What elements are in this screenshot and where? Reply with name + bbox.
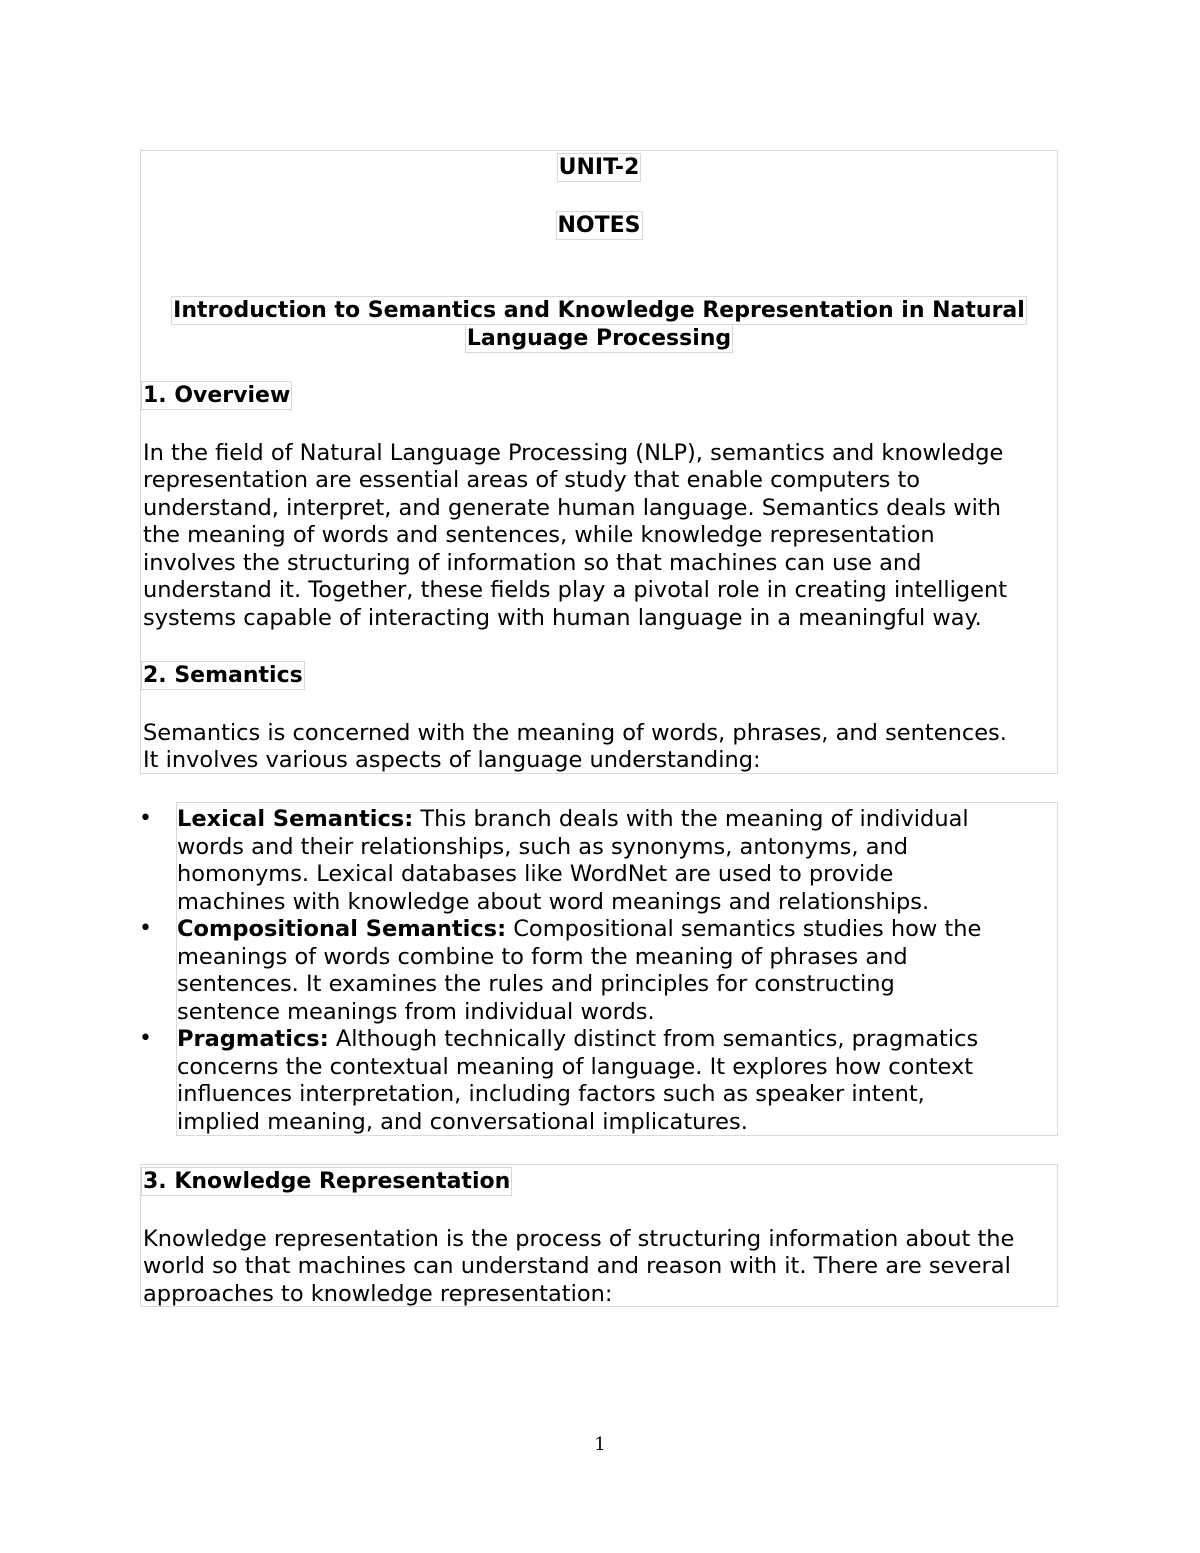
overview-line: the meaning of words and sentences, while knowledge representation xyxy=(143,522,935,548)
knowledge-line: Knowledge representation is the process of structuring information about the xyxy=(143,1225,1015,1252)
bullet-text: implied meaning, and conversational implicatures. xyxy=(177,1108,748,1135)
overview-line: representation are essential areas of study that enable computers to xyxy=(143,467,921,493)
knowledge-line: world so that machines can understand and reason with it. There are several xyxy=(143,1253,1011,1279)
bullet-text: meanings of words combine to form the meaning of phrases and xyxy=(177,943,908,970)
knowledge-line: approaches to knowledge representation: xyxy=(143,1280,613,1307)
content-block-main xyxy=(140,150,1058,774)
overview-line: involves the structuring of information so that machines can use and xyxy=(143,549,922,576)
overview-line: In the field of Natural Language Processing (NLP), semantics and knowledge xyxy=(143,439,1004,466)
bullet-text: Although technically distinct from semantics, pragmatics xyxy=(328,1026,979,1052)
bullet-text: Compositional semantics studies how the xyxy=(506,916,982,942)
bullet-term: Compositional Semantics: xyxy=(177,916,507,942)
bullet-text: homonyms. Lexical databases like WordNet are used to provide xyxy=(177,861,894,887)
overview-line: understand it. Together, these fields play a pivotal role in creating intelligent xyxy=(143,577,1008,603)
content-block-bullets xyxy=(176,802,1058,1136)
semantics-paragraph xyxy=(141,720,1057,775)
list-item xyxy=(141,806,1057,916)
overview-line: understand, interpret, and generate human language. Semantics deals with xyxy=(143,494,1001,521)
semantics-line: Semantics is concerned with the meaning of words, phrases, and sentences. xyxy=(143,719,1007,746)
notes-label: NOTES xyxy=(557,212,641,238)
overview-paragraph xyxy=(141,440,1057,633)
bullet-text: influences interpretation, including factors such as speaker intent, xyxy=(177,1081,925,1107)
semantics-line: It involves various aspects of language understanding: xyxy=(143,747,761,773)
bullet-text: machines with knowledge about word meanings and relationships. xyxy=(177,888,930,915)
bullet-text: concerns the contextual meaning of language. It explores how context xyxy=(177,1053,974,1080)
semantics-bullet-list xyxy=(141,806,1057,1136)
overview-line: systems capable of interacting with human language in a meaningful way. xyxy=(143,604,982,631)
bullet-text: sentences. It examines the rules and principles for constructing xyxy=(177,971,895,997)
bullet-text: sentence meanings from individual words. xyxy=(177,998,655,1025)
section-heading-knowledge-representation: 3. Knowledge Representation xyxy=(143,1169,511,1194)
list-item xyxy=(141,916,1057,1026)
knowledge-paragraph xyxy=(141,1226,1057,1309)
bullet-text: This branch deals with the meaning of individual xyxy=(413,806,969,832)
bullet-term: Pragmatics: xyxy=(177,1026,329,1052)
bullet-text: words and their relationships, such as synonyms, antonyms, and xyxy=(177,833,909,860)
section-heading-semantics: 2. Semantics xyxy=(143,663,303,688)
list-item xyxy=(141,1026,1057,1136)
content-block-knowledge xyxy=(140,1164,1058,1307)
document-title-line2: Language Processing xyxy=(466,325,732,351)
document-title-line1: Introduction to Semantics and Knowledge Representation in Natural xyxy=(173,298,1025,323)
unit-label: UNIT-2 xyxy=(558,155,640,180)
page-number: 1 xyxy=(594,1434,606,1455)
section-heading-overview: 1. Overview xyxy=(143,383,291,408)
bullet-term: Lexical Semantics: xyxy=(177,806,414,832)
